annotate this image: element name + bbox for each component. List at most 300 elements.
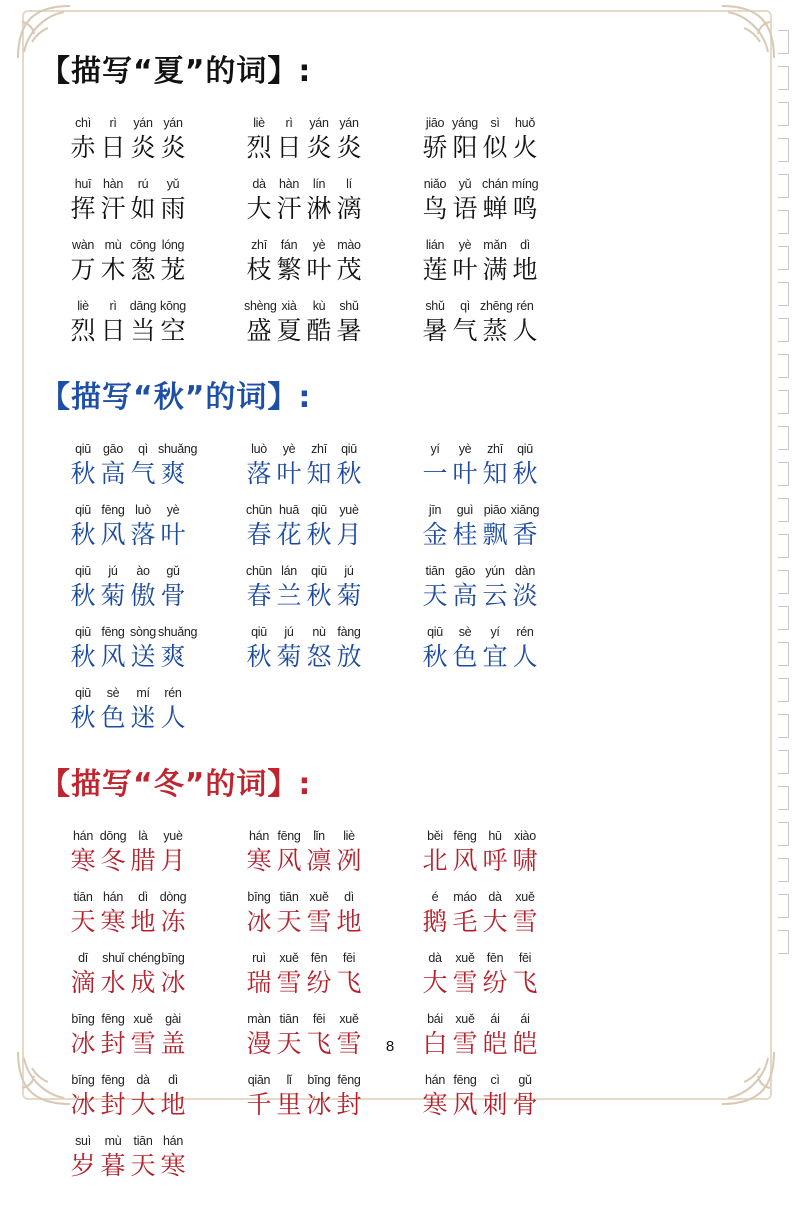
pinyin-syllable: xuě (455, 1012, 475, 1026)
pinyin-syllable: yán (163, 116, 183, 130)
section-title: 【描写“秋”的词】: (40, 380, 312, 415)
hanzi-character: 天 (422, 581, 448, 610)
hanzi-character: 呼 (482, 846, 508, 875)
hanzi-character: 瑞 (246, 968, 272, 997)
word-entry (420, 827, 596, 888)
hanzi-row (420, 967, 596, 999)
hanzi-character: 雨 (160, 194, 186, 223)
hanzi-character: 酷 (306, 316, 332, 345)
pinyin-syllable: dà (136, 1073, 150, 1087)
hanzi-character: 冰 (70, 1029, 96, 1058)
pinyin-row (244, 888, 420, 906)
pinyin-syllable: jú (108, 564, 118, 578)
word-entry (244, 175, 420, 236)
hanzi-character: 秋 (512, 459, 538, 488)
pinyin-row (244, 827, 420, 845)
pinyin-row (244, 562, 420, 580)
hanzi-character: 寒 (160, 1151, 186, 1180)
hanzi-row (244, 641, 420, 673)
word-entry (244, 949, 420, 1010)
hanzi-character: 爽 (160, 642, 186, 671)
hanzi-character: 水 (100, 968, 126, 997)
pinyin-syllable: bái (427, 1012, 443, 1026)
pinyin-syllable: màn (247, 1012, 271, 1026)
pinyin-row (420, 175, 596, 193)
pinyin-syllable: fēng (337, 1073, 361, 1087)
hanzi-character: 纷 (482, 968, 508, 997)
pinyin-row (244, 1010, 420, 1028)
pinyin-syllable: tiān (425, 564, 445, 578)
pinyin-syllable: rì (285, 116, 293, 130)
pinyin-syllable: zhī (487, 442, 503, 456)
pinyin-syllable: hán (73, 829, 93, 843)
word-entry (244, 114, 420, 175)
hanzi-character: 一 (422, 459, 448, 488)
hanzi-character: 宜 (482, 642, 508, 671)
pinyin-row (420, 623, 596, 641)
pinyin-row (68, 501, 244, 519)
hanzi-row (244, 967, 420, 999)
hanzi-character: 当 (130, 316, 156, 345)
hanzi-character: 知 (306, 459, 332, 488)
pinyin-syllable: yǔ (166, 177, 180, 191)
hanzi-row (420, 1028, 596, 1060)
pinyin-syllable: dāng (129, 299, 157, 313)
pinyin-syllable: fēn (310, 951, 328, 965)
pinyin-syllable: qiū (311, 564, 327, 578)
pinyin-syllable: shǔ (339, 299, 359, 313)
hanzi-character: 兰 (276, 581, 302, 610)
hanzi-row (68, 132, 244, 164)
hanzi-character: 冰 (160, 968, 186, 997)
hanzi-character: 封 (100, 1029, 126, 1058)
hanzi-character: 啸 (512, 846, 538, 875)
pinyin-syllable: mù (104, 238, 122, 252)
word-entry (420, 236, 596, 297)
hanzi-row (244, 580, 420, 612)
pinyin-syllable: zhī (311, 442, 327, 456)
hanzi-character: 天 (276, 1029, 302, 1058)
word-entry (420, 440, 596, 501)
pinyin-syllable: dà (488, 890, 502, 904)
hanzi-character: 烈 (70, 316, 96, 345)
pinyin-syllable: qiū (75, 686, 91, 700)
word-list (40, 50, 760, 1211)
hanzi-character: 繁 (276, 255, 302, 284)
pinyin-row (420, 949, 596, 967)
pinyin-syllable: dì (520, 238, 530, 252)
pinyin-syllable: tiān (133, 1134, 153, 1148)
hanzi-character: 色 (452, 642, 478, 671)
hanzi-character: 鹅 (422, 907, 448, 936)
pinyin-row (420, 1010, 596, 1028)
pinyin-row (244, 175, 420, 193)
hanzi-character: 火 (512, 133, 538, 162)
pinyin-syllable: dī (78, 951, 88, 965)
hanzi-row (420, 132, 596, 164)
word-entry (68, 114, 244, 175)
hanzi-character: 汗 (100, 194, 126, 223)
hanzi-character: 寒 (70, 846, 96, 875)
pinyin-syllable: yè (282, 442, 296, 456)
hanzi-character: 莲 (422, 255, 448, 284)
hanzi-character: 鸟 (422, 194, 448, 223)
pinyin-syllable: yún (485, 564, 505, 578)
word-entry (68, 888, 244, 949)
pinyin-syllable: fēi (518, 951, 532, 965)
pinyin-syllable: hán (163, 1134, 183, 1148)
hanzi-character: 大 (422, 968, 448, 997)
word-entry (68, 1132, 244, 1193)
word-entry (68, 623, 244, 684)
pinyin-syllable: chán (482, 177, 508, 191)
hanzi-character: 刺 (482, 1090, 508, 1119)
pinyin-syllable: hán (425, 1073, 445, 1087)
pinyin-syllable: qiū (427, 625, 443, 639)
hanzi-character: 春 (246, 581, 272, 610)
pinyin-syllable: qì (460, 299, 470, 313)
word-entry (244, 440, 420, 501)
section-title: 【描写“夏”的词】: (40, 54, 312, 89)
pinyin-row (68, 114, 244, 132)
word-entry (68, 297, 244, 358)
pinyin-row (68, 1010, 244, 1028)
hanzi-character: 知 (482, 459, 508, 488)
pinyin-syllable: xuě (279, 951, 299, 965)
hanzi-character: 夏 (276, 316, 302, 345)
pinyin-syllable: dà (252, 177, 266, 191)
pinyin-syllable: wàn (71, 238, 95, 252)
hanzi-row (420, 519, 596, 551)
pinyin-syllable: sè (458, 625, 472, 639)
hanzi-row (420, 458, 596, 490)
hanzi-row (68, 193, 244, 225)
pinyin-syllable: fēng (101, 625, 125, 639)
hanzi-character: 秋 (422, 642, 448, 671)
pinyin-syllable: gāo (103, 442, 123, 456)
hanzi-character: 天 (130, 1151, 156, 1180)
hanzi-character: 骄 (422, 133, 448, 162)
pinyin-row (244, 114, 420, 132)
hanzi-row (68, 967, 244, 999)
pinyin-syllable: qiū (75, 503, 91, 517)
hanzi-character: 炎 (306, 133, 332, 162)
word-entry (420, 562, 596, 623)
pinyin-syllable: bīng (71, 1073, 95, 1087)
pinyin-syllable: fēn (486, 951, 504, 965)
hanzi-character: 淋 (306, 194, 332, 223)
pinyin-syllable: tiān (73, 890, 93, 904)
hanzi-character: 白 (422, 1029, 448, 1058)
pinyin-row (68, 949, 244, 967)
pinyin-syllable: jīn (428, 503, 442, 517)
pinyin-syllable: bīng (247, 890, 271, 904)
pinyin-syllable: yǔ (458, 177, 472, 191)
pinyin-syllable: sì (490, 116, 500, 130)
pinyin-row (420, 114, 596, 132)
hanzi-row (420, 193, 596, 225)
pinyin-row (244, 623, 420, 641)
pinyin-syllable: cōng (130, 238, 156, 252)
page-number: 8 (385, 1038, 395, 1055)
pinyin-syllable: hàn (103, 177, 123, 191)
hanzi-character: 日 (276, 133, 302, 162)
hanzi-character: 凛 (306, 846, 332, 875)
hanzi-character: 傲 (130, 581, 156, 610)
hanzi-character: 秋 (70, 581, 96, 610)
hanzi-row (68, 254, 244, 286)
word-grid (68, 827, 760, 1193)
hanzi-character: 寒 (246, 846, 272, 875)
hanzi-character: 冰 (306, 1090, 332, 1119)
word-entry (420, 1071, 596, 1132)
pinyin-syllable: shuǎng (158, 442, 198, 456)
pinyin-syllable: gǔ (166, 564, 180, 578)
pinyin-syllable: liè (343, 829, 355, 843)
pinyin-syllable: yán (309, 116, 329, 130)
pinyin-syllable: mí (136, 686, 150, 700)
hanzi-character: 气 (452, 316, 478, 345)
pinyin-syllable: fán (280, 238, 298, 252)
pinyin-syllable: ruì (252, 951, 266, 965)
pinyin-row (68, 236, 244, 254)
word-entry (244, 297, 420, 358)
hanzi-row (68, 702, 244, 734)
pinyin-syllable: běi (427, 829, 443, 843)
pinyin-syllable: xuě (133, 1012, 153, 1026)
hanzi-character: 纷 (306, 968, 332, 997)
pinyin-syllable: fēng (453, 829, 477, 843)
pinyin-syllable: xuě (515, 890, 535, 904)
section-summer (40, 50, 760, 358)
pinyin-syllable: fēng (101, 503, 125, 517)
pinyin-row (420, 440, 596, 458)
pinyin-syllable: xiào (514, 829, 536, 843)
hanzi-character: 日 (100, 133, 126, 162)
hanzi-character: 雪 (276, 968, 302, 997)
hanzi-row (68, 519, 244, 551)
hanzi-character: 大 (246, 194, 272, 223)
hanzi-character: 冽 (336, 846, 362, 875)
hanzi-character: 寒 (422, 1090, 448, 1119)
hanzi-character: 暑 (336, 316, 362, 345)
pinyin-syllable: hán (103, 890, 123, 904)
pinyin-syllable: dòng (159, 890, 187, 904)
hanzi-character: 雪 (512, 907, 538, 936)
pinyin-syllable: dàn (515, 564, 535, 578)
pinyin-syllable: bīng (161, 951, 185, 965)
pinyin-syllable: huā (279, 503, 299, 517)
pinyin-syllable: yuè (339, 503, 359, 517)
hanzi-row (244, 458, 420, 490)
pinyin-syllable: yán (133, 116, 153, 130)
hanzi-character: 如 (130, 194, 156, 223)
pinyin-syllable: qiū (517, 442, 533, 456)
pinyin-syllable: yè (458, 238, 472, 252)
word-entry (420, 623, 596, 684)
word-entry (244, 501, 420, 562)
hanzi-character: 日 (100, 316, 126, 345)
pinyin-row (420, 562, 596, 580)
pinyin-syllable: ào (136, 564, 150, 578)
pinyin-syllable: chūn (246, 564, 272, 578)
hanzi-row (68, 1089, 244, 1121)
pinyin-syllable: dà (428, 951, 442, 965)
pinyin-syllable: qiū (341, 442, 357, 456)
hanzi-row (244, 254, 420, 286)
pinyin-row (244, 297, 420, 315)
pinyin-syllable: ái (520, 1012, 530, 1026)
pinyin-syllable: chūn (246, 503, 272, 517)
hanzi-character: 挥 (70, 194, 96, 223)
hanzi-character: 桂 (452, 520, 478, 549)
hanzi-character: 地 (160, 1090, 186, 1119)
pinyin-row (68, 1132, 244, 1150)
pinyin-syllable: lián (425, 238, 445, 252)
hanzi-character: 茂 (336, 255, 362, 284)
pinyin-syllable: mǎn (483, 238, 507, 252)
pinyin-syllable: bīng (71, 1012, 95, 1026)
hanzi-character: 漫 (246, 1029, 272, 1058)
hanzi-character: 封 (336, 1090, 362, 1119)
pinyin-syllable: luò (135, 503, 151, 517)
hanzi-row (68, 641, 244, 673)
pinyin-syllable: niǎo (423, 177, 447, 191)
pinyin-syllable: qiū (75, 442, 91, 456)
pinyin-syllable: xuě (455, 951, 475, 965)
pinyin-syllable: mào (337, 238, 361, 252)
word-grid (68, 440, 760, 745)
hanzi-character: 成 (130, 968, 156, 997)
word-entry (68, 1071, 244, 1132)
hanzi-character: 暑 (422, 316, 448, 345)
word-entry (420, 175, 596, 236)
pinyin-syllable: zhēng (480, 299, 513, 313)
pinyin-row (244, 440, 420, 458)
hanzi-character: 叶 (160, 520, 186, 549)
pinyin-syllable: xiāng (510, 503, 540, 517)
hanzi-character: 送 (130, 642, 156, 671)
pinyin-syllable: xià (281, 299, 297, 313)
pinyin-syllable: shuǎng (158, 625, 198, 639)
hanzi-character: 高 (100, 459, 126, 488)
hanzi-character: 秋 (70, 703, 96, 732)
hanzi-row (420, 845, 596, 877)
hanzi-character: 秋 (306, 520, 332, 549)
hanzi-row (68, 315, 244, 347)
hanzi-character: 骨 (160, 581, 186, 610)
pinyin-syllable: gài (165, 1012, 181, 1026)
hanzi-character: 汗 (276, 194, 302, 223)
pinyin-syllable: lóng (161, 238, 185, 252)
hanzi-character: 岁 (70, 1151, 96, 1180)
pinyin-syllable: gāo (455, 564, 475, 578)
hanzi-row (244, 519, 420, 551)
hanzi-character: 叶 (306, 255, 332, 284)
pinyin-syllable: míng (511, 177, 539, 191)
word-entry (420, 888, 596, 949)
hanzi-character: 色 (100, 703, 126, 732)
hanzi-character: 千 (246, 1090, 272, 1119)
hanzi-character: 飞 (306, 1029, 332, 1058)
pinyin-syllable: liè (77, 299, 89, 313)
pinyin-syllable: dì (138, 890, 148, 904)
pinyin-syllable: máo (453, 890, 477, 904)
pinyin-syllable: huǒ (515, 116, 535, 130)
hanzi-character: 雪 (306, 907, 332, 936)
hanzi-character: 风 (452, 1090, 478, 1119)
hanzi-character: 放 (336, 642, 362, 671)
word-entry (244, 236, 420, 297)
hanzi-character: 鸣 (512, 194, 538, 223)
pinyin-syllable: mù (104, 1134, 122, 1148)
word-entry (68, 562, 244, 623)
pinyin-syllable: chéng (128, 951, 161, 965)
pinyin-row (420, 1071, 596, 1089)
pinyin-row (68, 440, 244, 458)
hanzi-character: 飞 (336, 968, 362, 997)
hanzi-row (420, 1089, 596, 1121)
pinyin-row (244, 949, 420, 967)
hanzi-row (68, 1028, 244, 1060)
hanzi-character: 皑 (482, 1029, 508, 1058)
hanzi-character: 天 (276, 907, 302, 936)
hanzi-character: 怒 (306, 642, 332, 671)
pinyin-syllable: yuè (163, 829, 183, 843)
pinyin-syllable: jiāo (425, 116, 445, 130)
hanzi-character: 秋 (306, 581, 332, 610)
hanzi-row (244, 315, 420, 347)
pinyin-row (420, 236, 596, 254)
hanzi-row (244, 906, 420, 938)
pinyin-syllable: sè (106, 686, 120, 700)
hanzi-character: 盖 (160, 1029, 186, 1058)
hanzi-character: 炎 (160, 133, 186, 162)
hanzi-character: 秋 (246, 642, 272, 671)
pinyin-row (420, 297, 596, 315)
hanzi-character: 高 (452, 581, 478, 610)
pinyin-syllable: rì (109, 116, 117, 130)
hanzi-character: 风 (452, 846, 478, 875)
pinyin-syllable: lín (312, 177, 326, 191)
hanzi-character: 冻 (160, 907, 186, 936)
pinyin-syllable: chì (75, 116, 91, 130)
pinyin-row (68, 175, 244, 193)
word-entry (244, 888, 420, 949)
word-entry (68, 949, 244, 1010)
pinyin-syllable: yí (490, 625, 500, 639)
pinyin-syllable: gǔ (518, 1073, 532, 1087)
hanzi-character: 人 (512, 642, 538, 671)
hanzi-character: 叶 (276, 459, 302, 488)
hanzi-character: 雪 (336, 1029, 362, 1058)
section-winter (40, 763, 760, 1193)
word-grid (68, 114, 760, 358)
pinyin-syllable: suì (75, 1134, 91, 1148)
hanzi-character: 淡 (512, 581, 538, 610)
pinyin-row (68, 888, 244, 906)
hanzi-row (68, 580, 244, 612)
pinyin-syllable: hàn (279, 177, 299, 191)
hanzi-character: 爽 (160, 459, 186, 488)
pinyin-syllable: rén (164, 686, 182, 700)
hanzi-character: 暮 (100, 1151, 126, 1180)
hanzi-character: 菊 (276, 642, 302, 671)
pinyin-syllable: yáng (452, 116, 478, 130)
hanzi-character: 云 (482, 581, 508, 610)
pinyin-syllable: huī (74, 177, 92, 191)
hanzi-character: 秋 (70, 520, 96, 549)
